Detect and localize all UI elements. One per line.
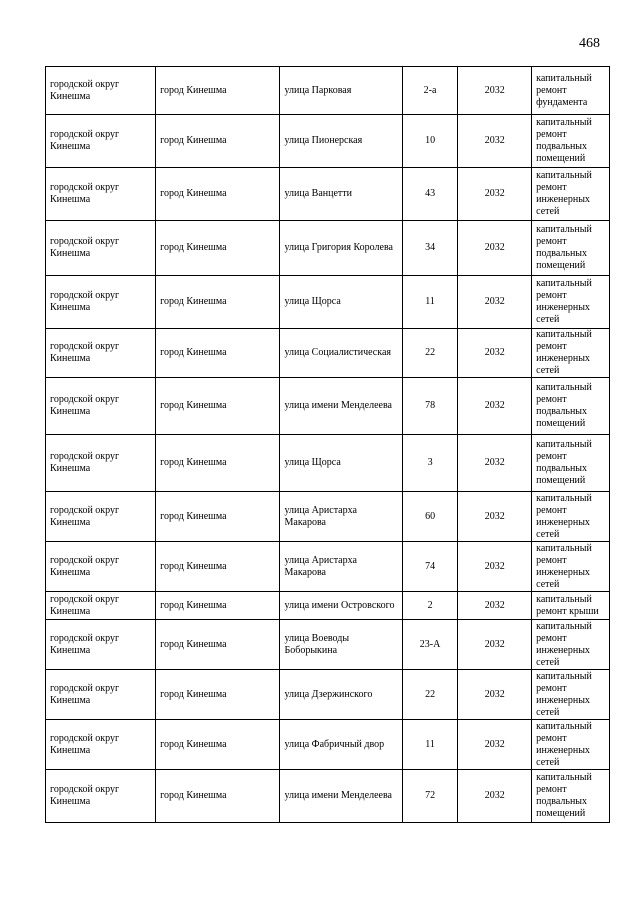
table-row	[46, 770, 610, 823]
municipality-cell: городской округ Кинешма	[46, 115, 156, 168]
work-type-cell: капитальный ремонт подвальных помещений	[532, 435, 610, 492]
table-row	[46, 542, 610, 592]
year-cell: 2032	[458, 378, 532, 435]
street-cell: улица Парковая	[280, 67, 402, 115]
municipality-cell: городской округ Кинешма	[46, 276, 156, 329]
city-cell: город Кинешма	[156, 329, 280, 378]
work-type-cell: капитальный ремонт подвальных помещений	[532, 378, 610, 435]
table-row	[46, 67, 610, 115]
street-cell: улица Аристарха Макарова	[280, 492, 402, 542]
house-number-cell: 11	[402, 720, 458, 770]
city-cell: город Кинешма	[156, 378, 280, 435]
street-cell: улица имени Менделеева	[280, 378, 402, 435]
table-row	[46, 115, 610, 168]
work-type-cell: капитальный ремонт подвальных помещений	[532, 115, 610, 168]
year-cell: 2032	[458, 770, 532, 823]
table-row	[46, 378, 610, 435]
municipality-cell: городской округ Кинешма	[46, 592, 156, 620]
table-row	[46, 670, 610, 720]
municipality-cell: городской округ Кинешма	[46, 168, 156, 221]
municipality-cell: городской округ Кинешма	[46, 67, 156, 115]
year-cell: 2032	[458, 276, 532, 329]
street-cell: улица Социалистическая	[280, 329, 402, 378]
house-number-cell: 34	[402, 221, 458, 276]
table-row	[46, 168, 610, 221]
house-number-cell: 22	[402, 329, 458, 378]
street-cell: улица Щорса	[280, 435, 402, 492]
city-cell: город Кинешма	[156, 592, 280, 620]
house-number-cell: 2-а	[402, 67, 458, 115]
year-cell: 2032	[458, 329, 532, 378]
house-number-cell: 10	[402, 115, 458, 168]
year-cell: 2032	[458, 221, 532, 276]
year-cell: 2032	[458, 492, 532, 542]
table-row	[46, 620, 610, 670]
table-row	[46, 221, 610, 276]
page-number: 468	[579, 36, 600, 51]
year-cell: 2032	[458, 620, 532, 670]
year-cell: 2032	[458, 115, 532, 168]
city-cell: город Кинешма	[156, 770, 280, 823]
street-cell: улица Воеводы Боборыкина	[280, 620, 402, 670]
street-cell: улица имени Островского	[280, 592, 402, 620]
work-type-cell: капитальный ремонт инженерных сетей	[532, 168, 610, 221]
house-number-cell: 2	[402, 592, 458, 620]
table-row	[46, 592, 610, 620]
municipality-cell: городской округ Кинешма	[46, 221, 156, 276]
table-row	[46, 492, 610, 542]
year-cell: 2032	[458, 435, 532, 492]
street-cell: улица Фабричный двор	[280, 720, 402, 770]
work-type-cell: капитальный ремонт подвальных помещений	[532, 221, 610, 276]
year-cell: 2032	[458, 592, 532, 620]
city-cell: город Кинешма	[156, 168, 280, 221]
municipality-cell: городской округ Кинешма	[46, 329, 156, 378]
municipality-cell: городской округ Кинешма	[46, 770, 156, 823]
work-type-cell: капитальный ремонт инженерных сетей	[532, 492, 610, 542]
table-row	[46, 276, 610, 329]
work-type-cell: капитальный ремонт инженерных сетей	[532, 670, 610, 720]
street-cell: улица Ванцетти	[280, 168, 402, 221]
house-number-cell: 3	[402, 435, 458, 492]
year-cell: 2032	[458, 720, 532, 770]
street-cell: улица Дзержинского	[280, 670, 402, 720]
municipality-cell: городской округ Кинешма	[46, 720, 156, 770]
city-cell: город Кинешма	[156, 276, 280, 329]
house-number-cell: 23-А	[402, 620, 458, 670]
house-number-cell: 74	[402, 542, 458, 592]
city-cell: город Кинешма	[156, 670, 280, 720]
street-cell: улица Аристарха Макарова	[280, 542, 402, 592]
street-cell: улица Щорса	[280, 276, 402, 329]
registry-table-body	[46, 67, 610, 823]
municipality-cell: городской округ Кинешма	[46, 378, 156, 435]
house-number-cell: 43	[402, 168, 458, 221]
table-row	[46, 720, 610, 770]
municipality-cell: городской округ Кинешма	[46, 670, 156, 720]
city-cell: город Кинешма	[156, 221, 280, 276]
year-cell: 2032	[458, 670, 532, 720]
house-number-cell: 60	[402, 492, 458, 542]
house-number-cell: 11	[402, 276, 458, 329]
city-cell: город Кинешма	[156, 720, 280, 770]
year-cell: 2032	[458, 542, 532, 592]
house-number-cell: 78	[402, 378, 458, 435]
municipality-cell: городской округ Кинешма	[46, 492, 156, 542]
street-cell: улица Пионерская	[280, 115, 402, 168]
municipality-cell: городской округ Кинешма	[46, 620, 156, 670]
street-cell: улица Григория Королева	[280, 221, 402, 276]
work-type-cell: капитальный ремонт инженерных сетей	[532, 620, 610, 670]
table-row	[46, 329, 610, 378]
work-type-cell: капитальный ремонт фундамента	[532, 67, 610, 115]
city-cell: город Кинешма	[156, 542, 280, 592]
work-type-cell: капитальный ремонт крыши	[532, 592, 610, 620]
year-cell: 2032	[458, 168, 532, 221]
work-type-cell: капитальный ремонт инженерных сетей	[532, 542, 610, 592]
house-number-cell: 72	[402, 770, 458, 823]
city-cell: город Кинешма	[156, 115, 280, 168]
municipality-cell: городской округ Кинешма	[46, 435, 156, 492]
work-type-cell: капитальный ремонт инженерных сетей	[532, 329, 610, 378]
work-type-cell: капитальный ремонт инженерных сетей	[532, 276, 610, 329]
table-row	[46, 435, 610, 492]
city-cell: город Кинешма	[156, 435, 280, 492]
year-cell: 2032	[458, 67, 532, 115]
registry-table	[45, 66, 610, 823]
work-type-cell: капитальный ремонт подвальных помещений	[532, 770, 610, 823]
city-cell: город Кинешма	[156, 67, 280, 115]
municipality-cell: городской округ Кинешма	[46, 542, 156, 592]
city-cell: город Кинешма	[156, 620, 280, 670]
street-cell: улица имени Менделеева	[280, 770, 402, 823]
house-number-cell: 22	[402, 670, 458, 720]
work-type-cell: капитальный ремонт инженерных сетей	[532, 720, 610, 770]
city-cell: город Кинешма	[156, 492, 280, 542]
